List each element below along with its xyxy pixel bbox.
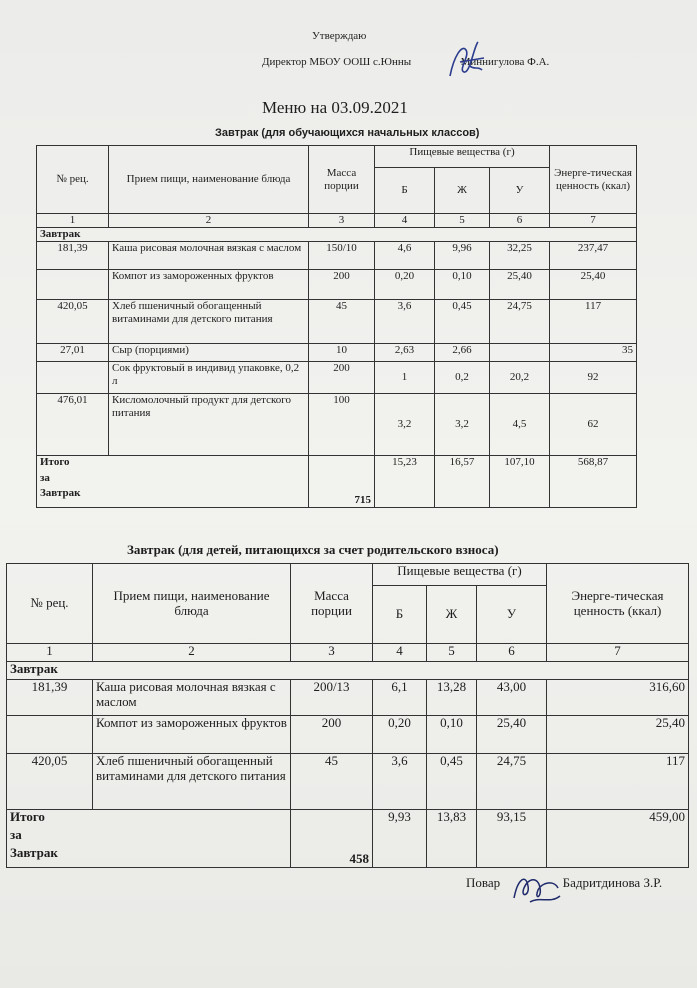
- cook-signature-icon: [510, 868, 564, 908]
- total-u: 93,15: [477, 810, 547, 868]
- row-u: 43,00: [477, 680, 547, 716]
- row-u: [490, 344, 550, 362]
- total-mass: 458: [291, 810, 373, 868]
- col-number: 2: [93, 644, 291, 662]
- menu-table-primary: [36, 145, 637, 508]
- approve-director-line: [262, 56, 572, 68]
- row-u: 25,40: [477, 716, 547, 754]
- col-number: 6: [477, 644, 547, 662]
- total-energy: 459,00: [547, 810, 689, 868]
- table2-caption: Завтрак (для детей, питающихся за счет родительского взноса): [127, 542, 499, 557]
- cook-name: Бадритдинова З.Р.: [562, 875, 663, 890]
- total-mass: 715: [309, 456, 375, 508]
- col-number: 7: [550, 214, 637, 228]
- row-dish: Хлеб пшеничный обогащенный витаминами для детского питания: [109, 300, 309, 344]
- page-title: Меню на 03.09.2021: [262, 98, 408, 117]
- header-nutrients: Пищевые вещества (г): [375, 146, 550, 168]
- total-label-line: Завтрак: [10, 844, 58, 860]
- header-u: У: [477, 586, 547, 644]
- row-dish: Сыр (порциями): [109, 344, 309, 362]
- row-num: 420,05: [37, 300, 109, 344]
- header-zh: Ж: [435, 168, 490, 214]
- row-mass: 200: [291, 716, 373, 754]
- row-zh: 9,96: [435, 242, 490, 270]
- col-number: 5: [427, 644, 477, 662]
- row-energy: 237,47: [550, 242, 637, 270]
- row-energy: 62: [550, 394, 637, 456]
- row-zh: 3,2: [435, 394, 490, 456]
- row-dish: Хлеб пшеничный обогащенный витаминами для детского питания: [93, 754, 291, 810]
- header-b: Б: [375, 168, 435, 214]
- row-b: 6,1: [373, 680, 427, 716]
- row-zh: 0,10: [435, 270, 490, 300]
- cook-line: [466, 875, 662, 891]
- col-number: 1: [7, 644, 93, 662]
- row-num: 420,05: [7, 754, 93, 810]
- row-mass: 200: [309, 362, 375, 394]
- row-b: 3,2: [375, 394, 435, 456]
- header-energy: Энерге-тическая ценность (ккал): [547, 564, 689, 644]
- col-number: 3: [291, 644, 373, 662]
- total-row: [37, 456, 637, 508]
- row-b: 4,6: [375, 242, 435, 270]
- row-num: 181,39: [7, 680, 93, 716]
- table-row: [37, 270, 637, 300]
- header-num: № рец.: [7, 564, 93, 644]
- row-energy: 117: [547, 754, 689, 810]
- table1-caption: Завтрак (для обучающихся начальных классов): [215, 127, 480, 139]
- row-u: 24,75: [477, 754, 547, 810]
- header-dish: Прием пищи, наименование блюда: [109, 146, 309, 214]
- total-row: [7, 810, 689, 868]
- row-num: [37, 362, 109, 394]
- row-zh: 0,45: [427, 754, 477, 810]
- director-signature-icon: [440, 36, 490, 86]
- header-u: У: [490, 168, 550, 214]
- total-label-line: Завтрак: [40, 487, 81, 500]
- total-b: 9,93: [373, 810, 427, 868]
- section-title: Завтрак: [7, 662, 689, 680]
- total-label-line: за: [10, 826, 22, 842]
- row-zh: 2,66: [435, 344, 490, 362]
- row-b: 1: [375, 362, 435, 394]
- header-mass: Масса порции: [291, 564, 373, 644]
- row-zh: 0,2: [435, 362, 490, 394]
- col-number: 3: [309, 214, 375, 228]
- total-b: 15,23: [375, 456, 435, 508]
- table-row: [37, 362, 637, 394]
- col-number: 6: [490, 214, 550, 228]
- row-u: 20,2: [490, 362, 550, 394]
- row-zh: 0,10: [427, 716, 477, 754]
- col-number: 4: [375, 214, 435, 228]
- header-zh: Ж: [427, 586, 477, 644]
- row-num: [7, 716, 93, 754]
- row-dish: Каша рисовая молочная вязкая с маслом: [109, 242, 309, 270]
- row-num: 181,39: [37, 242, 109, 270]
- menu-table-parental: [6, 563, 689, 868]
- col-number: 1: [37, 214, 109, 228]
- row-num: 476,01: [37, 394, 109, 456]
- row-energy: 25,40: [550, 270, 637, 300]
- row-zh: 13,28: [427, 680, 477, 716]
- header-mass: Масса порции: [309, 146, 375, 214]
- row-num: 27,01: [37, 344, 109, 362]
- col-number: 4: [373, 644, 427, 662]
- total-label: [37, 456, 309, 508]
- table-row: [7, 716, 689, 754]
- row-b: 0,20: [373, 716, 427, 754]
- row-b: 3,6: [373, 754, 427, 810]
- header-energy: Энерге-тическая ценность (ккал): [550, 146, 637, 214]
- table-row: [7, 754, 689, 810]
- header-num: № рец.: [37, 146, 109, 214]
- row-mass: 45: [291, 754, 373, 810]
- table-row: [37, 344, 637, 362]
- row-energy: 92: [550, 362, 637, 394]
- table-row: [37, 300, 637, 344]
- table-row: [7, 680, 689, 716]
- table-row: [37, 394, 637, 456]
- approve-label: Утверждаю: [312, 30, 367, 42]
- row-mass: 10: [309, 344, 375, 362]
- total-energy: 568,87: [550, 456, 637, 508]
- header-dish: Прием пищи, наименование блюда: [93, 564, 291, 644]
- row-b: 3,6: [375, 300, 435, 344]
- col-number: 7: [547, 644, 689, 662]
- row-b: 0,20: [375, 270, 435, 300]
- total-u: 107,10: [490, 456, 550, 508]
- row-num: [37, 270, 109, 300]
- row-mass: 200: [309, 270, 375, 300]
- row-u: 25,40: [490, 270, 550, 300]
- row-dish: Кисломолочный продукт для детского питания: [109, 394, 309, 456]
- row-u: 32,25: [490, 242, 550, 270]
- row-energy: 25,40: [547, 716, 689, 754]
- row-dish: Каша рисовая молочная вязкая с маслом: [93, 680, 291, 716]
- director-name: Миннигулова Ф.А.: [460, 56, 550, 68]
- director-position: Директор МБОУ ООШ с.Юнны: [262, 56, 412, 68]
- row-energy: 35: [550, 344, 637, 362]
- row-dish: Компот из замороженных фруктов: [109, 270, 309, 300]
- total-label-line: за: [40, 471, 50, 484]
- row-mass: 200/13: [291, 680, 373, 716]
- total-label-line: Итого: [10, 809, 45, 824]
- row-mass: 100: [309, 394, 375, 456]
- total-zh: 16,57: [435, 456, 490, 508]
- row-mass: 150/10: [309, 242, 375, 270]
- header-b: Б: [373, 586, 427, 644]
- cook-label: Повар: [466, 875, 501, 890]
- row-zh: 0,45: [435, 300, 490, 344]
- row-dish: Сок фруктовый в индивид упаковке, 0,2 л: [109, 362, 309, 394]
- header-nutrients: Пищевые вещества (г): [373, 564, 547, 586]
- row-dish: Компот из замороженных фруктов: [93, 716, 291, 754]
- table-row: [37, 242, 637, 270]
- row-b: 2,63: [375, 344, 435, 362]
- col-number: 2: [109, 214, 309, 228]
- row-u: 4,5: [490, 394, 550, 456]
- total-label: [7, 810, 291, 868]
- total-label-line: Итого: [40, 456, 70, 468]
- total-zh: 13,83: [427, 810, 477, 868]
- row-u: 24,75: [490, 300, 550, 344]
- row-energy: 117: [550, 300, 637, 344]
- row-energy: 316,60: [547, 680, 689, 716]
- col-number: 5: [435, 214, 490, 228]
- row-mass: 45: [309, 300, 375, 344]
- section-title: Завтрак: [37, 228, 637, 242]
